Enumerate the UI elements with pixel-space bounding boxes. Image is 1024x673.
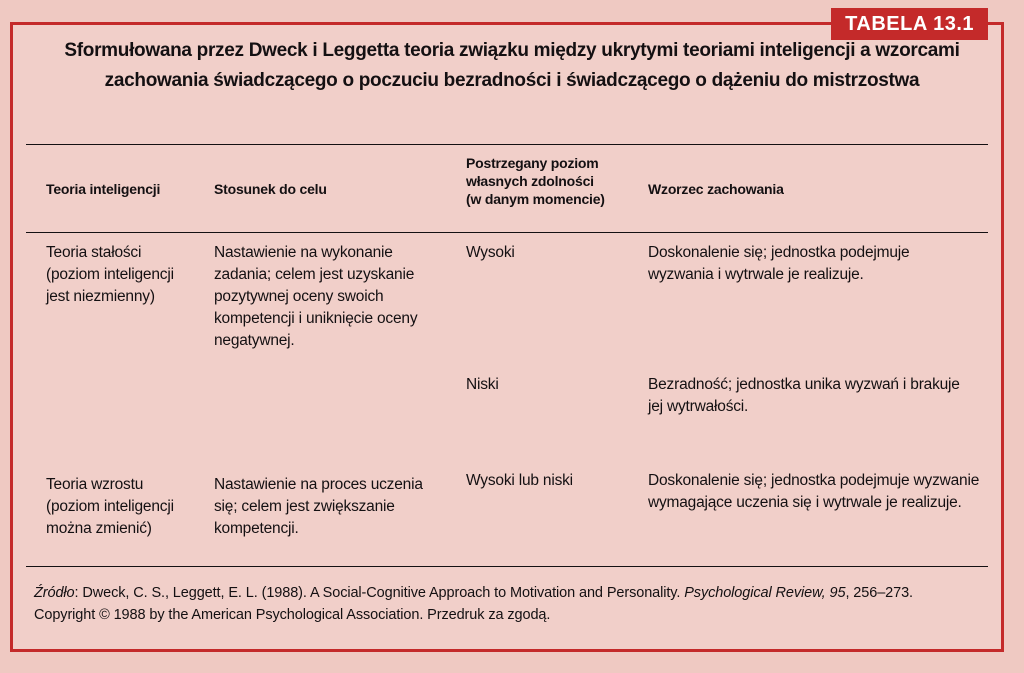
header-top-rule bbox=[26, 144, 988, 145]
row2-goal bbox=[214, 474, 423, 540]
text-line: Nastawienie na wykonanie bbox=[214, 244, 393, 261]
header-ability-line-3: (w danym momencie) bbox=[466, 191, 605, 207]
source-pages: , 256–273. bbox=[845, 585, 913, 601]
text-line: kompetencji. bbox=[214, 520, 299, 537]
header-ability-line-1: Postrzegany poziom bbox=[466, 155, 599, 171]
text-line: można zmienić) bbox=[46, 520, 152, 537]
title-line-1: Sformułowana przez Dweck i Leggetta teoria związku między ukrytymi teoriami inteligencji a wzorcami bbox=[64, 40, 960, 61]
text-line: się; celem jest zwiększanie bbox=[214, 498, 395, 515]
text-line: Doskonalenie się; jednostka podejmuje bbox=[648, 244, 910, 261]
text-line: zadania; celem jest uzyskanie bbox=[214, 266, 415, 283]
text-line: pozytywnej oceny swoich bbox=[214, 288, 384, 305]
row1-level-high: Wysoki bbox=[466, 244, 515, 261]
source-citation: : Dweck, C. S., Leggett, E. L. (1988). A Social-Cognitive Approach to Motivation and Personality. bbox=[74, 585, 685, 601]
row1-theory bbox=[46, 242, 174, 308]
text-line: wyzwania i wytrwale je realizuje. bbox=[648, 266, 864, 283]
source-journal: Psychological Review, 95 bbox=[684, 585, 846, 601]
source-note bbox=[34, 582, 913, 626]
row2-level: Wysoki lub niski bbox=[466, 472, 573, 489]
text-line: negatywnej. bbox=[214, 332, 295, 349]
text-line: kompetencji i uniknięcie oceny bbox=[214, 310, 418, 327]
header-bottom-rule bbox=[26, 232, 988, 233]
text-line: Teoria stałości bbox=[46, 244, 142, 261]
row1-pattern-high bbox=[648, 242, 909, 286]
header-theory: Teoria inteligencji bbox=[46, 181, 161, 197]
source-label: Źródło bbox=[34, 585, 75, 601]
text-line: (poziom inteligencji bbox=[46, 266, 174, 283]
text-line: jej wytrwałości. bbox=[648, 398, 749, 415]
text-line: Teoria wzrostu bbox=[46, 476, 144, 493]
text-line: (poziom inteligencji bbox=[46, 498, 174, 515]
text-line: wymagające uczenia się i wytrwale je realizuje. bbox=[648, 494, 962, 511]
row1-level-low: Niski bbox=[466, 376, 499, 393]
header-pattern: Wzorzec zachowania bbox=[648, 181, 784, 197]
header-ability bbox=[466, 154, 605, 208]
source-line-2: Copyright © 1988 by the American Psychological Association. Przedruk za zgodą. bbox=[34, 607, 551, 623]
row1-goal bbox=[214, 242, 417, 352]
title-line-2: zachowania świadczącego o poczuciu bezradności i świadczącego o dążeniu do mistrzostwa bbox=[104, 70, 920, 91]
row2-theory bbox=[46, 474, 174, 540]
row2-pattern bbox=[648, 470, 979, 514]
row1-pattern-low bbox=[648, 374, 960, 418]
text-line: jest niezmienny) bbox=[46, 288, 155, 305]
table-bottom-rule bbox=[26, 566, 988, 567]
table-frame bbox=[10, 22, 1004, 652]
text-line: Nastawienie na proces uczenia bbox=[214, 476, 423, 493]
source-line-1 bbox=[34, 582, 913, 604]
text-line: Bezradność; jednostka unika wyzwań i brakuje bbox=[648, 376, 960, 393]
header-goal: Stosunek do celu bbox=[214, 181, 327, 197]
text-line: Doskonalenie się; jednostka podejmuje wyzwanie bbox=[648, 472, 980, 489]
header-ability-line-2: własnych zdolności bbox=[466, 173, 594, 189]
table-number-badge: TABELA 13.1 bbox=[831, 8, 988, 40]
table-title bbox=[0, 36, 1024, 96]
